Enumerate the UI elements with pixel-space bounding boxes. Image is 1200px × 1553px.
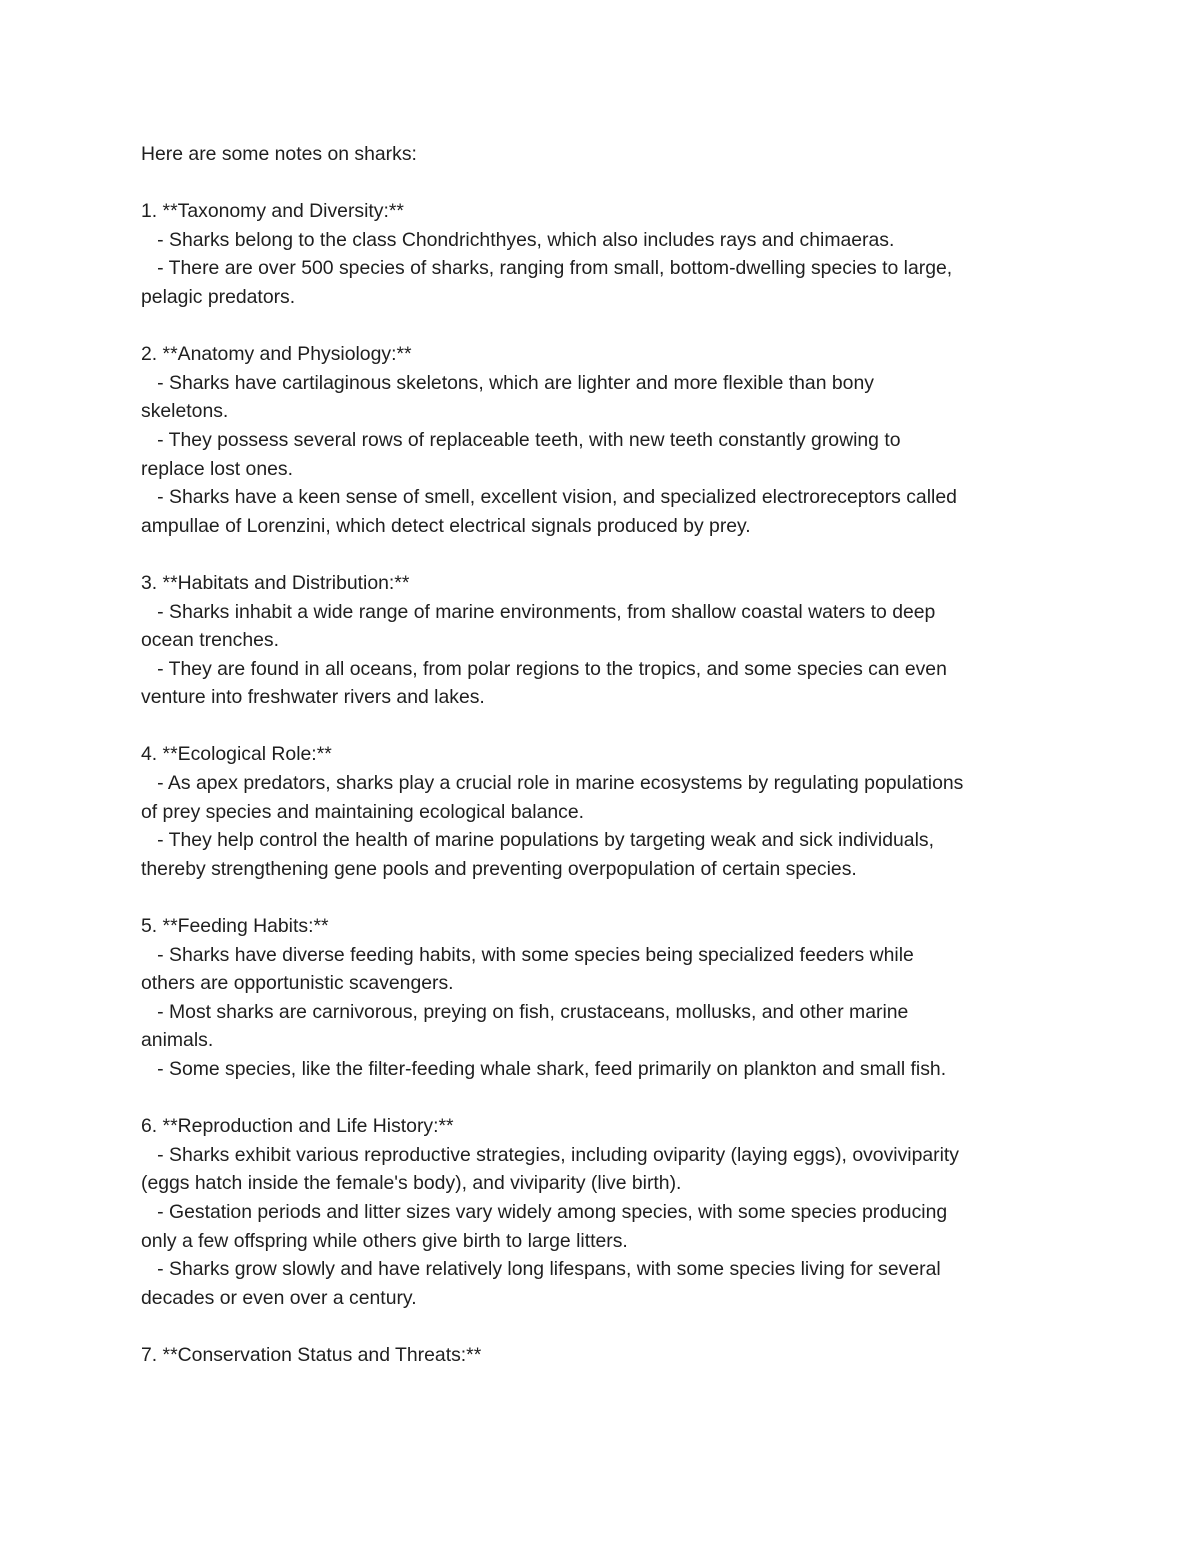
note-line: - There are over 500 species of sharks, ranging from small, bottom-dwelling species to large,	[141, 257, 953, 280]
note-line: others are opportunistic scavengers.	[141, 972, 454, 995]
note-line: - They possess several rows of replaceable teeth, with new teeth constantly growing to	[141, 428, 901, 451]
note-line: ocean trenches.	[141, 629, 279, 652]
note-line: 3. **Habitats and Distribution:**	[141, 571, 410, 594]
note-line: replace lost ones.	[141, 457, 293, 480]
note-line: decades or even over a century.	[141, 1286, 417, 1309]
note-line: - Some species, like the filter-feeding whale shark, feed primarily on plankton and small fish.	[141, 1058, 947, 1080]
note-line: only a few offspring while others give birth to large litters.	[141, 1229, 628, 1252]
note-line: pelagic predators.	[141, 285, 296, 308]
note-line	[141, 883, 1071, 912]
intro-line: Here are some notes on sharks:	[141, 143, 417, 165]
document-body	[141, 140, 1071, 1370]
blank-line	[141, 169, 1071, 198]
note-line: venture into freshwater rivers and lakes.	[141, 686, 485, 709]
note-line: 1. **Taxonomy and Diversity:**	[141, 200, 404, 223]
note-line: 4. **Ecological Role:**	[141, 743, 332, 766]
note-line	[141, 712, 1071, 741]
note-line: - Sharks exhibit various reproductive strategies, including oviparity (laying eggs), ovoviviparity	[141, 1143, 960, 1166]
note-line: - They are found in all oceans, from polar regions to the tropics, and some species can even	[141, 657, 947, 680]
note-line: skeletons.	[141, 400, 229, 423]
note-line: - Sharks have diverse feeding habits, with some species being specialized feeders while	[141, 943, 914, 966]
note-line: - Sharks belong to the class Chondrichthyes, which also includes rays and chimaeras.	[141, 228, 895, 251]
note-line: - Sharks grow slowly and have relatively long lifespans, with some species living for several	[141, 1258, 941, 1281]
note-line: ampullae of Lorenzini, which detect electrical signals produced by prey.	[141, 514, 751, 537]
note-line: - They help control the health of marine populations by targeting weak and sick individuals,	[141, 829, 934, 852]
note-line: 2. **Anatomy and Physiology:**	[141, 343, 412, 366]
note-line: - Sharks inhabit a wide range of marine environments, from shallow coastal waters to deep	[141, 600, 936, 623]
note-line: (eggs hatch inside the female's body), and viviparity (live birth).	[141, 1172, 682, 1195]
note-line	[141, 1084, 1071, 1113]
note-line: - Sharks have cartilaginous skeletons, which are lighter and more flexible than bony	[141, 371, 874, 394]
note-line: - Most sharks are carnivorous, preying on fish, crustaceans, mollusks, and other marine	[141, 1000, 909, 1023]
note-line: - Gestation periods and litter sizes vary widely among species, with some species producing	[141, 1200, 948, 1223]
notes-list	[141, 197, 1071, 1369]
note-line: animals.	[141, 1029, 214, 1052]
note-line	[141, 312, 1071, 341]
note-line: - As apex predators, sharks play a crucial role in marine ecosystems by regulating populations	[141, 772, 964, 795]
note-line: of prey species and maintaining ecological balance.	[141, 800, 585, 823]
note-line	[141, 540, 1071, 569]
note-line: 6. **Reproduction and Life History:**	[141, 1115, 454, 1138]
note-line: 7. **Conservation Status and Threats:**	[141, 1343, 482, 1366]
note-line: thereby strengthening gene pools and preventing overpopulation of certain species.	[141, 857, 857, 880]
note-line: - Sharks have a keen sense of smell, excellent vision, and specialized electroreceptors called	[141, 486, 957, 509]
note-line	[141, 1312, 1071, 1341]
note-line: 5. **Feeding Habits:**	[141, 915, 329, 938]
